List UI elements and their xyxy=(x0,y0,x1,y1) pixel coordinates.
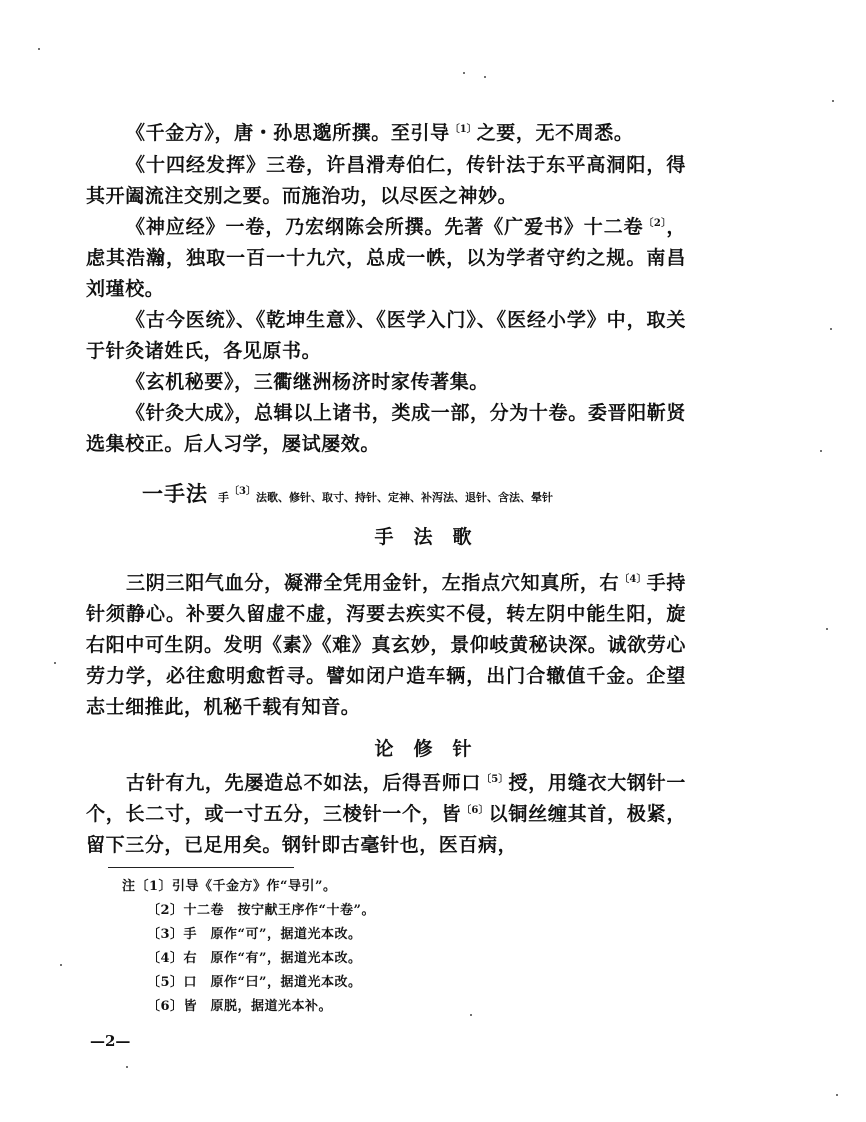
paragraph-shoufage: 三阴三阳气血分，凝滞全凭用金针，左指点穴知真所，右$^{〔4〕}$手持针须静心。补要久留虚不虚，泻要去疾实不侵，转左阴中能生阳，旋右阳中可生阴。发明《素》《难》真玄妙，景仰岐黄秘诀深。诚欲劳心劳力学，必往愈明愈哲寻。譬如闭户造车辆，出门合辙值千金。企望志士细推此，机秘千载有知音。 xyxy=(86,572,686,718)
section-title: 一手法 xyxy=(142,481,208,506)
scan-speck xyxy=(54,662,56,664)
paragraph-qianjinfang: 《千金方》，唐・孙思邈所撰。至引导$^{〔1〕}$之要，无不周悉。 xyxy=(126,122,634,144)
scan-speck xyxy=(826,628,828,630)
footnote-item: 〔3〕手 原作“可”，据道光本改。 xyxy=(147,927,362,942)
footnotes xyxy=(122,875,642,1019)
scan-speck xyxy=(484,76,486,78)
footnote-item: 〔6〕皆 原脱，据道光本补。 xyxy=(147,999,333,1014)
footnote-item: 〔5〕口 原作“曰”，据道光本改。 xyxy=(147,975,362,990)
section-subtitle: 手$^{〔3〕}$法歌、修针、取寸、持针、定神、补泻法、退针、含法、晕针 xyxy=(218,486,553,504)
paragraph-shisijing: 《十四经发挥》三卷，许昌滑寿伯仁，传针法于东平高洞阳，得其开阖流注交别之要。而施治功，以尽医之神妙。 xyxy=(86,154,686,207)
scan-speck xyxy=(126,1066,128,1068)
scan-speck xyxy=(470,1014,472,1016)
subtitle-lunxiuzhen: 论修针 xyxy=(374,738,492,760)
footnote-divider xyxy=(108,867,294,868)
paragraph-gujinyitong: 《古今医统》、《乾坤生意》、《医学入门》、《医经小学》中，取关于针灸诸姓氏，各见原书。 xyxy=(86,309,686,362)
footnote-ref-1: 〔1〕 xyxy=(449,124,477,135)
paragraph-shenyingjing: 《神应经》一卷，乃宏纲陈会所撰。先著《广爱书》十二卷$^{〔2〕}$，虑其浩瀚，独取一百一十九穴，总成一帙，以为学者守约之规。南昌刘瑾校。 xyxy=(86,216,686,300)
scan-speck xyxy=(836,1094,838,1096)
paragraph-lunxiuzhen: 古针有九，先屡造总不如法，后得吾师口$^{〔5〕}$授，用缝衣大钢针一个，长二寸，或一寸五分，三棱针一个，皆$^{〔6〕}$以铜丝缠其首，极紧，留下三分，已足用矣。钢针即古毫针也，医百病， xyxy=(86,772,686,856)
scan-speck xyxy=(830,328,832,330)
subtitle-shoufage: 手法歌 xyxy=(374,526,492,548)
scan-speck xyxy=(60,964,62,966)
footnote-item: 〔4〕右 原作“有”，据道光本改。 xyxy=(147,951,362,966)
scan-speck xyxy=(38,48,40,50)
paragraph-zhenjiudacheng: 《针灸大成》，总辑以上诸书，类成一部，分为十卷。委晋阳靳贤选集校正。后人习学，屡试屡效。 xyxy=(86,402,686,455)
footnote-ref-5: 〔5〕 xyxy=(481,774,509,785)
scan-speck xyxy=(820,450,822,452)
footnote-ref-2: 〔2〕 xyxy=(643,218,667,229)
scan-speck xyxy=(463,72,465,74)
section-heading xyxy=(142,478,553,508)
scan-speck xyxy=(832,100,834,102)
footnote-item: 注〔1〕引导《千金方》作“导引”。 xyxy=(122,879,337,894)
page-number: —2— xyxy=(90,1032,131,1050)
footnote-ref-6: 〔6〕 xyxy=(461,805,489,816)
footnote-item: 〔2〕十二卷 按宁献王序作“十卷”。 xyxy=(147,903,376,918)
footnote-ref-4: 〔4〕 xyxy=(619,574,647,585)
footnote-ref-3: 〔3〕 xyxy=(229,486,256,497)
paragraph-xuanjimiyao: 《玄机秘要》，三衢继洲杨济时家传著集。 xyxy=(126,371,489,393)
